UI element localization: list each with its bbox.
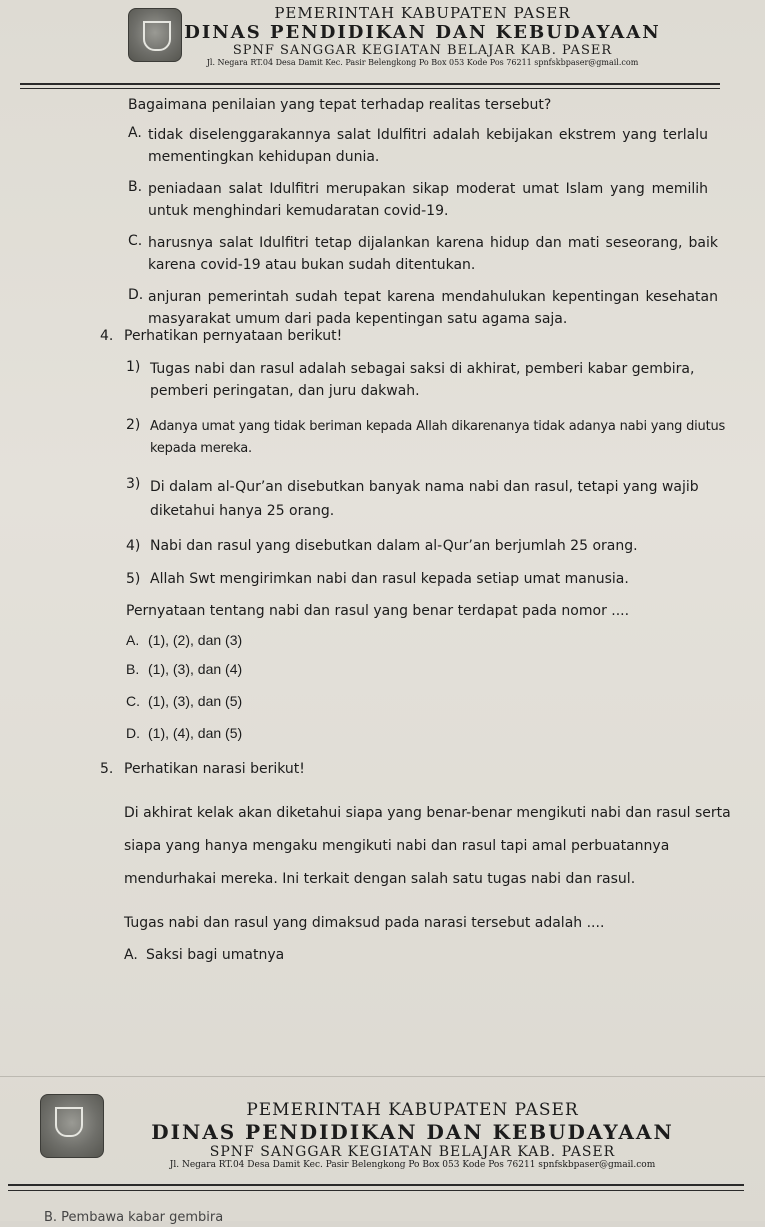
q4-statement-4-num: 4) (126, 538, 141, 554)
letterhead-bottom-divider (8, 1184, 744, 1186)
q4-statement-1: Tugas nabi dan rasul adalah sebagai saksi di akhirat, pemberi kabar gembira, pemberi peringatan, dan juru dakwah. (150, 361, 695, 399)
q4-option-b-label: B. (126, 661, 140, 677)
letterhead-top (0, 4, 765, 67)
q4-statement-5: Allah Swt mengirimkan nabi dan rasul kepada setiap umat manusia. (150, 571, 629, 587)
letterhead-institution: SPNF SANGGAR KEGIATAN BELAJAR KAB. PASER (232, 43, 613, 58)
q5-intro: Perhatikan narasi berikut! (124, 761, 305, 777)
q4-statement-1-num: 1) (126, 359, 141, 375)
q5-option-a: Saksi bagi umatnya (146, 947, 285, 963)
letterhead-government: PEMERINTAH KABUPATEN PASER (274, 4, 571, 22)
q3-option-b: peniadaan salat Idulfitri merupakan sikap moderat umat Islam yang memilih untuk menghindari kemudaratan covid-19. (148, 181, 708, 219)
q4-option-d-label: D. (126, 725, 140, 741)
q3-stem: Bagaimana penilaian yang tepat terhadap realitas tersebut? (128, 97, 552, 113)
cutoff-next-option: B. Pembawa kabar gembira (44, 1210, 224, 1225)
q3-option-a: tidak diselenggarakannya salat Idulfitri adalah kebijakan ekstrem yang terlalu mementingkan kehidupan dunia. (148, 127, 708, 165)
q5-narrative: Di akhirat kelak akan diketahui siapa yang benar-benar mengikuti nabi dan rasul serta siapa yang hanya mengaku mengikuti nabi dan rasul tapi amal perbuatannya mendurhakai mereka. Ini terkait dengan salah satu tugas nabi dan rasul. (124, 805, 731, 887)
q4-option-a-label: A. (126, 632, 140, 648)
q4-option-c: (1), (3), dan (5) (148, 693, 243, 709)
q3-option-b-label: B. (128, 179, 143, 195)
q5-number: 5. (100, 761, 114, 777)
q4-statement-3-num: 3) (126, 476, 141, 492)
q4-statement-3: Di dalam al-Qur’an disebutkan banyak nama nabi dan rasul, tetapi yang wajib diketahui hanya 25 orang. (150, 479, 699, 519)
q3-option-c-label: C. (128, 233, 143, 249)
page-break-line (0, 1076, 765, 1077)
q5-option-a-label: A. (124, 947, 138, 963)
letterhead-bottom-divider-thin (8, 1190, 744, 1191)
letterhead-department: DINAS PENDIDIKAN DAN KEBUDAYAAN (184, 22, 661, 43)
q4-statement-2-num: 2) (126, 417, 141, 433)
q4-stem: Pernyataan tentang nabi dan rasul yang benar terdapat pada nomor .... (126, 603, 630, 619)
letterhead-divider (20, 83, 720, 85)
letterhead-bottom-department: DINAS PENDIDIKAN DAN KEBUDAYAAN (151, 1120, 674, 1144)
q4-option-c-label: C. (126, 693, 140, 709)
q3-option-d: anjuran pemerintah sudah tepat karena mendahulukan kepentingan kesehatan masyarakat umum dari pada kepentingan satu agama saja. (148, 289, 718, 327)
q3-option-d-label: D. (128, 287, 144, 303)
q4-statement-4: Nabi dan rasul yang disebutkan dalam al-Qur’an berjumlah 25 orang. (150, 538, 638, 554)
letterhead-bottom (0, 1100, 765, 1170)
q4-option-a: (1), (2), dan (3) (148, 632, 243, 648)
q4-option-d: (1), (4), dan (5) (148, 725, 243, 741)
q4-statement-5-num: 5) (126, 571, 141, 587)
letterhead-bottom-institution: SPNF SANGGAR KEGIATAN BELAJAR KAB. PASER (209, 1144, 616, 1160)
q4-number: 4. (100, 328, 114, 344)
letterhead-bottom-address: Jl. Negara RT.04 Desa Damit Kec. Pasir Belengkong Po Box 053 Kode Pos 76211 spnfskbpaser@gmail.com (169, 1160, 656, 1170)
q5-stem: Tugas nabi dan rasul yang dimaksud pada narasi tersebut adalah .... (124, 915, 605, 931)
q4-statement-2: Adanya umat yang tidak beriman kepada Allah dikarenanya tidak adanya nabi yang diutus kepada mereka. (150, 419, 726, 456)
q3-option-a-label: A. (128, 125, 142, 141)
letterhead-divider-thin (20, 88, 720, 89)
letterhead-address: Jl. Negara RT.04 Desa Damit Kec. Pasir Belengkong Po Box 053 Kode Pos 76211 spnfskbpaser@gmail.com (206, 58, 639, 67)
q4-intro: Perhatikan pernyataan berikut! (124, 328, 343, 344)
q4-option-b: (1), (3), dan (4) (148, 661, 243, 677)
q3-option-c: harusnya salat Idulfitri tetap dijalankan karena hidup dan mati seseorang, baik karena covid-19 atau bukan sudah ditentukan. (148, 235, 718, 273)
letterhead-bottom-government: PEMERINTAH KABUPATEN PASER (246, 1100, 579, 1120)
